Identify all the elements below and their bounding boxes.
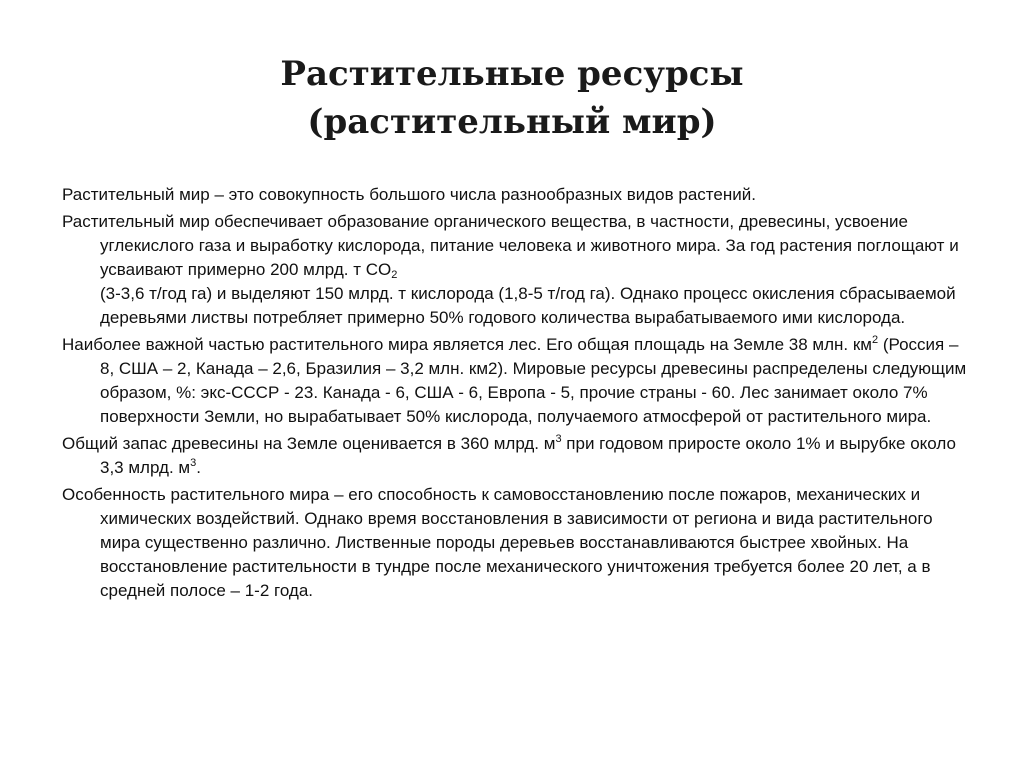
paragraph-functions — [62, 210, 972, 330]
paragraph-wood-stock — [62, 432, 972, 480]
paragraph-definition-text: Растительный мир – это совокупность большого числа разнообразных видов растений. — [62, 185, 756, 204]
slide-title — [0, 50, 1024, 146]
paragraph-definition — [62, 183, 972, 207]
paragraph-recovery — [62, 483, 972, 603]
paragraph-functions-text-b: (3-3,6 т/год га) и выделяют 150 млрд. т кислорода (1,8-5 т/год га). Однако процесс окисления сбрасываемой деревьями листвы потребляет примерно 50% годового количества вырабатываемого ими кислорода. — [100, 284, 956, 327]
paragraph-wood-stock-text-a: Общий запас древесины на Земле оценивается в 360 млрд. м — [62, 434, 556, 453]
title-line-2: (растительный мир) — [307, 102, 717, 142]
paragraph-forest — [62, 333, 972, 429]
co2-subscript: 2 — [391, 269, 398, 281]
m3-superscript-2: 3 — [190, 457, 197, 469]
paragraph-forest-text-b: (Россия – 8, США – 2, Канада – 2,6, Бразилия – 3,2 млн. км2). Мировые ресурсы древесины распределены следующим образом, %: экс-СССР - 23. Канада - 6, США - 6, Европа - 5, прочие страны - 60. Лес занимает около 7% поверхности Земли, но вырабатывает 50% кислорода, получаемого атмосферой от растительного мира. — [100, 335, 967, 426]
paragraph-functions-text-a: Растительный мир обеспечивает образование органического вещества, в частности, древесины, усвоение углекислого газа и выработку кислорода, питание человека и животного мира. За год растения поглощают и усваивают примерно 200 млрд. т CO — [62, 212, 959, 279]
m3-superscript-1: 3 — [555, 433, 562, 445]
paragraph-recovery-text: Особенность растительного мира – его способность к самовосстановлению после пожаров, механических и химических воздействий. Однако время восстановления в зависимости от региона и вида растительного мира существенно различно. Лиственные породы деревьев восстанавливаются быстрее хвойных. На восстановление растительности в тундре после механического уничтожения требуется более 20 лет, а в средней полосе – 1-2 года. — [62, 485, 933, 600]
title-line-1: Растительные ресурсы — [280, 54, 744, 94]
paragraph-wood-stock-text-b: при годовом приросте около 1% и вырубке около 3,3 млрд. м — [100, 434, 956, 477]
paragraph-forest-text-a: Наиболее важной частью растительного мира является лес. Его общая площадь на Земле 38 млн. км — [62, 335, 872, 354]
slide-body — [62, 183, 972, 606]
paragraph-wood-stock-text-c: . — [196, 458, 201, 477]
km2-superscript: 2 — [871, 334, 879, 346]
